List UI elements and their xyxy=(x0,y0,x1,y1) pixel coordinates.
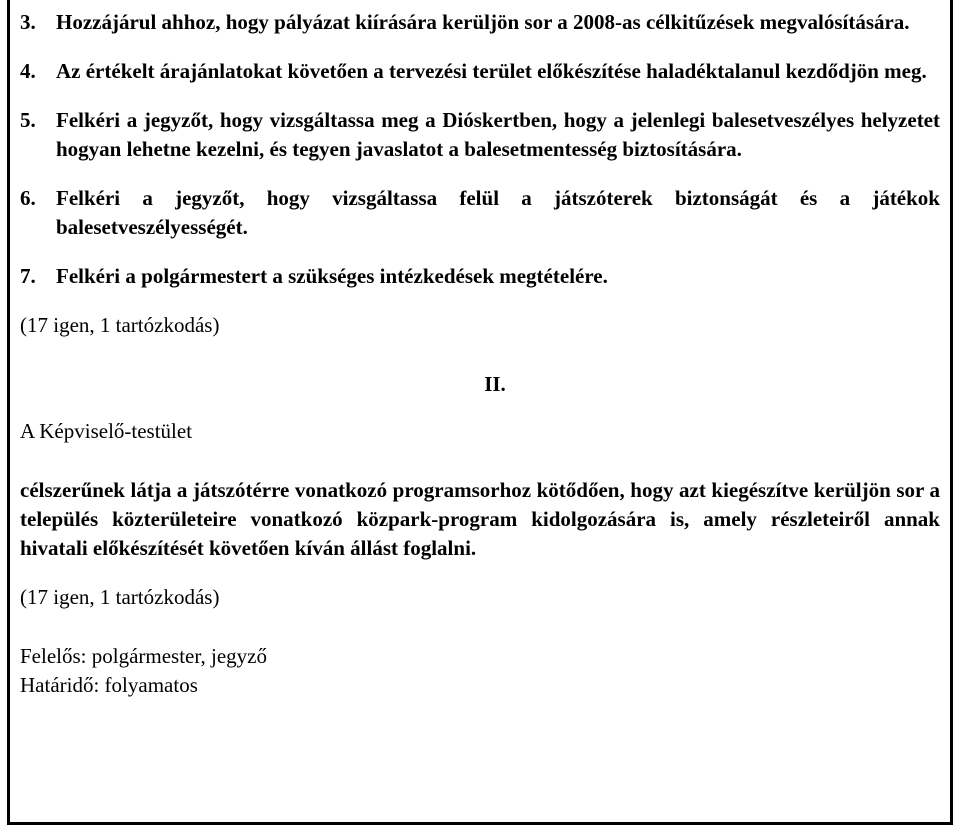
item-text: Hozzájárul ahhoz, hogy pályázat kiírására kerüljön sor a 2008-as célkitűzések megvalósítására. xyxy=(56,10,910,34)
list-item xyxy=(20,8,940,37)
resolution-text: célszerűnek látja a játszótérre vonatkozó programsorhoz kötődően, hogy azt kiegészítve kerüljön sor a település közterületeire vonatkozó közpark-program kidolgozására is, amely részleteiről annak hivatali előkészítését követően kíván állást foglalni. xyxy=(20,478,940,560)
list-item xyxy=(20,106,940,164)
vote-result: (17 igen, 1 tartózkodás) xyxy=(20,585,220,609)
item-text: Az értékelt árajánlatokat követően a tervezési terület előkészítése haladéktalanul kezdődjön meg. xyxy=(56,59,927,83)
item-text: Felkéri a polgármestert a szükséges intézkedések megtételére. xyxy=(56,264,608,288)
list-item xyxy=(20,184,940,242)
item-text: Felkéri a jegyzőt, hogy vizsgáltassa felül a játszóterek biztonságát és a játékok balesetveszélyességét. xyxy=(56,186,940,239)
list-item xyxy=(20,57,940,86)
resolution-subject: A Képviselő-testület xyxy=(20,419,193,443)
item-number: 6. xyxy=(20,186,36,210)
item-number: 5. xyxy=(20,108,36,132)
item-number: 3. xyxy=(20,10,36,34)
document-body xyxy=(20,8,940,700)
item-text: Felkéri a jegyzőt, hogy vizsgáltassa meg a Dióskertben, hogy a jelenlegi balesetveszélyes helyzetet hogyan lehetne kezelni, és tegyen javaslatot a balesetmentesség biztosítására. xyxy=(56,108,940,161)
item-number: 7. xyxy=(20,264,36,288)
deadline-line: Határidő: folyamatos xyxy=(20,673,198,697)
section-numeral: II. xyxy=(484,372,506,396)
responsible-line: Felelős: polgármester, jegyző xyxy=(20,644,268,668)
list-item xyxy=(20,262,940,291)
vote-result: (17 igen, 1 tartózkodás) xyxy=(20,313,220,337)
item-number: 4. xyxy=(20,59,36,83)
